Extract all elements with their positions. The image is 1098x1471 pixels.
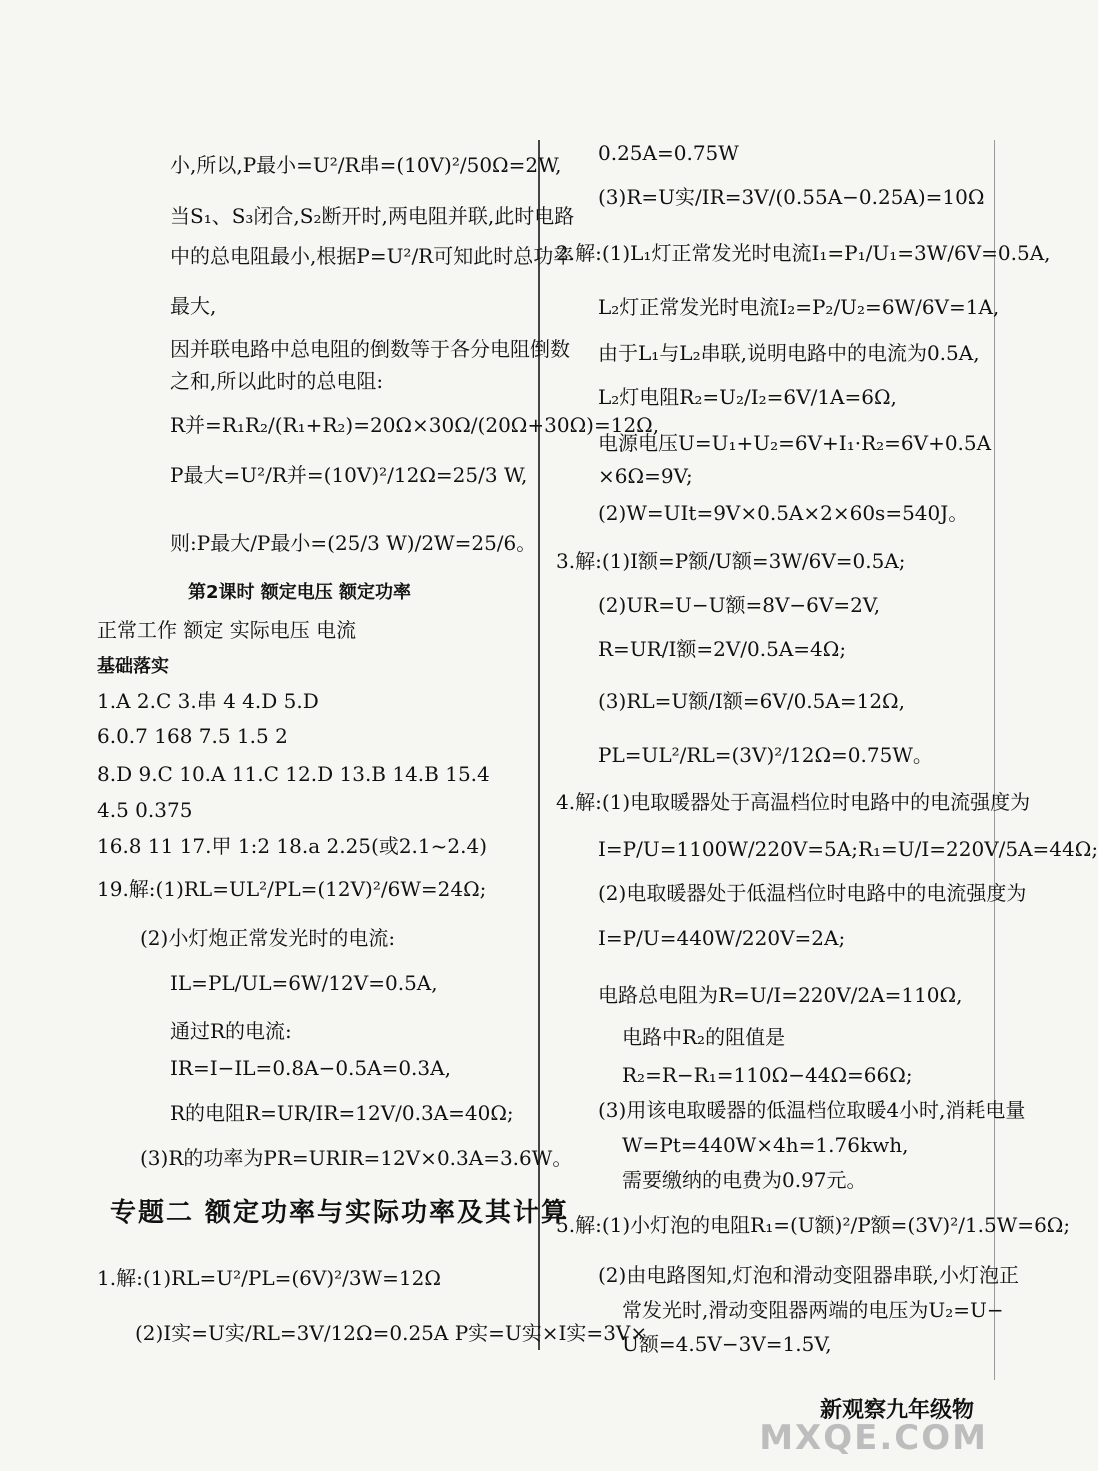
text-line: 2.解:(1)L₁灯正常发光时电流I₁=P₁/U₁=3W/6V=0.5A, [556,241,1051,265]
text-line: 16.8 11 17.甲 1:2 18.a 2.25(或2.1~2.4) [97,834,487,858]
text-line: 8.D 9.C 10.A 11.C 12.D 13.B 14.B 15.4 [97,762,490,786]
text-line: 电路中R₂的阻值是 [622,1025,786,1049]
section-heading: 基础落实 [97,656,169,677]
topic-heading: 专题二 额定功率与实际功率及其计算 [110,1198,570,1228]
text-line: 之和,所以此时的总电阻: [170,369,384,393]
text-line: (3)R=U实/IR=3V/(0.55A−0.25A)=10Ω [598,185,985,209]
text-line: (2)UR=U−U额=8V−6V=2V, [598,593,881,617]
text-line: 电路总电阻为R=U/I=220V/2A=110Ω, [598,983,963,1007]
text-line: PL=UL²/RL=(3V)²/12Ω=0.75W。 [598,743,933,767]
text-line: 常发光时,滑动变阻器两端的电压为U₂=U− [622,1298,1004,1322]
text-line: R的电阻R=UR/IR=12V/0.3A=40Ω; [170,1101,514,1125]
text-line: 电源电压U=U₁+U₂=6V+I₁·R₂=6V+0.5A [598,431,992,455]
text-line: R₂=R−R₁=110Ω−44Ω=66Ω; [622,1063,913,1087]
text-line: 19.解:(1)RL=UL²/PL=(12V)²/6W=24Ω; [97,877,487,901]
text-line: (2)小灯炮正常发光时的电流: [140,926,396,950]
text-line: R并=R₁R₂/(R₁+R₂)=20Ω×30Ω/(20Ω+30Ω)=12Ω, [170,413,660,437]
text-line: 1.A 2.C 3.串 4 4.D 5.D [97,689,319,713]
text-line: (3)用该电取暖器的低温档位取暖4小时,消耗电量 [598,1098,1026,1122]
watermark: MXQE.COM [759,1418,988,1458]
text-line: W=Pt=440W×4h=1.76kwh, [622,1133,909,1157]
text-line: 由于L₁与L₂串联,说明电路中的电流为0.5A, [598,341,980,365]
text-line: (3)R的功率为PR=URIR=12V×0.3A=3.6W。 [140,1146,573,1170]
right-edge-rule [994,140,995,1380]
page-footer: 新观察九年级物 [820,1398,975,1423]
text-line: 5.解:(1)小灯泡的电阻R₁=(U额)²/P额=(3V)²/1.5W=6Ω; [556,1213,1071,1237]
text-line: 最大, [170,294,217,318]
text-line: L₂灯正常发光时电流I₂=P₂/U₂=6W/6V=1A, [598,295,1000,319]
text-line: (2)W=UIt=9V×0.5A×2×60s=540J。 [598,501,969,525]
text-line: 需要缴纳的电费为0.97元。 [622,1168,867,1192]
text-line: IL=PL/UL=6W/12V=0.5A, [170,971,438,995]
text-line: P最大=U²/R并=(10V)²/12Ω=25/3 W, [170,463,528,487]
text-line: U额=4.5V−3V=1.5V, [622,1332,832,1356]
text-line: IR=I−IL=0.8A−0.5A=0.3A, [170,1056,451,1080]
text-line: (2)I实=U实/RL=3V/12Ω=0.25A P实=U实×I实=3V× [135,1321,648,1345]
text-line: (2)由电路图知,灯泡和滑动变阻器串联,小灯泡正 [598,1263,1020,1287]
text-line: 正常工作 额定 实际电压 电流 [97,618,357,642]
text-line: 小,所以,P最小=U²/R串=(10V)²/50Ω=2W, [170,153,562,177]
text-line: 4.5 0.375 [97,798,193,822]
text-line: (2)电取暖器处于低温档位时电路中的电流强度为 [598,881,1027,905]
text-line: 则:P最大/P最小=(25/3 W)/2W=25/6。 [170,531,537,555]
text-line: I=P/U=440W/220V=2A; [598,926,846,950]
text-line: 中的总电阻最小,根据P=U²/R可知此时总功率 [170,244,574,268]
text-line: 6.0.7 168 7.5 1.5 2 [97,724,288,748]
text-line: ×6Ω=9V; [598,464,693,488]
text-line: 通过R的电流: [170,1019,292,1043]
text-line: 因并联电路中总电阻的倒数等于各分电阻倒数 [170,337,570,361]
text-line: 当S₁、S₃闭合,S₂断开时,两电阻并联,此时电路 [170,204,575,228]
text-line: L₂灯电阻R₂=U₂/I₂=6V/1A=6Ω, [598,385,897,409]
text-line: I=P/U=1100W/220V=5A;R₁=U/I=220V/5A=44Ω; [598,837,1098,861]
lesson-heading: 第2课时 额定电压 额定功率 [188,582,412,603]
text-line: 0.25A=0.75W [598,141,739,165]
text-line: 4.解:(1)电取暖器处于高温档位时电路中的电流强度为 [556,790,1031,814]
text-line: 3.解:(1)I额=P额/U额=3W/6V=0.5A; [556,549,906,573]
text-line: (3)RL=U额/I额=6V/0.5A=12Ω, [598,689,905,713]
text-line: 1.解:(1)RL=U²/PL=(6V)²/3W=12Ω [97,1266,441,1290]
text-line: R=UR/I额=2V/0.5A=4Ω; [598,637,847,661]
